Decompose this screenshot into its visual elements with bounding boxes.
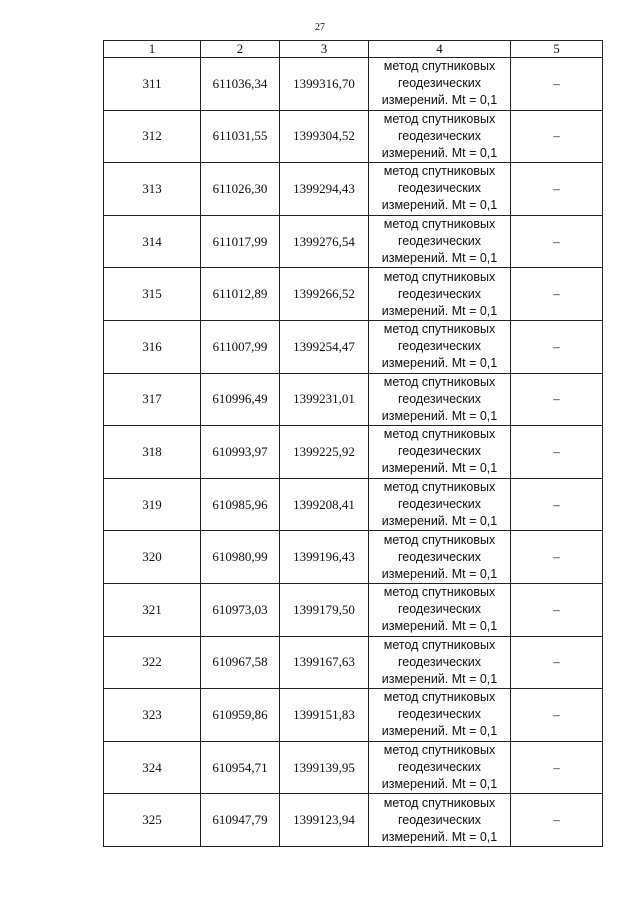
y-coordinate-cell: 1399196,43 bbox=[280, 531, 369, 584]
header-col-1: 1 bbox=[104, 41, 201, 58]
method-line: метод спутниковых bbox=[383, 322, 496, 337]
x-coordinate-cell: 610947,79 bbox=[201, 794, 280, 847]
point-number-cell: 316 bbox=[104, 320, 201, 373]
point-number-cell: 320 bbox=[104, 531, 201, 584]
method-line: геодезических bbox=[397, 128, 481, 143]
method-line: метод спутниковых bbox=[383, 59, 496, 74]
method-line: измерений. Mt = 0,1 bbox=[381, 408, 498, 423]
method-line: измерений. Mt = 0,1 bbox=[381, 829, 498, 844]
x-coordinate-cell: 610959,86 bbox=[201, 689, 280, 742]
note-cell: – bbox=[511, 215, 603, 268]
method-cell bbox=[369, 741, 511, 794]
note-cell: – bbox=[511, 741, 603, 794]
table-row bbox=[104, 215, 603, 268]
method-line: метод спутниковых bbox=[383, 480, 496, 495]
method-line: метод спутниковых bbox=[383, 164, 496, 179]
method-line: измерений. Mt = 0,1 bbox=[381, 145, 498, 160]
point-number-cell: 312 bbox=[104, 110, 201, 163]
method-line: измерений. Mt = 0,1 bbox=[381, 671, 498, 686]
header-col-2: 2 bbox=[201, 41, 280, 58]
method-line: геодезических bbox=[397, 286, 481, 301]
table-body bbox=[104, 58, 603, 847]
method-line: геодезических bbox=[397, 76, 481, 91]
y-coordinate-cell: 1399294,43 bbox=[280, 163, 369, 216]
method-line: метод спутниковых bbox=[383, 795, 496, 810]
method-line: геодезических bbox=[397, 602, 481, 617]
x-coordinate-cell: 610954,71 bbox=[201, 741, 280, 794]
method-line: геодезических bbox=[397, 760, 481, 775]
note-cell: – bbox=[511, 531, 603, 584]
method-cell bbox=[369, 163, 511, 216]
header-col-3: 3 bbox=[280, 41, 369, 58]
method-line: метод спутниковых bbox=[383, 637, 496, 652]
method-line: метод спутниковых bbox=[383, 111, 496, 126]
method-line: геодезических bbox=[397, 707, 481, 722]
header-col-5: 5 bbox=[511, 41, 603, 58]
x-coordinate-cell: 611007,99 bbox=[201, 320, 280, 373]
method-line: геодезических bbox=[397, 181, 481, 196]
method-cell bbox=[369, 215, 511, 268]
x-coordinate-cell: 610973,03 bbox=[201, 583, 280, 636]
point-number-cell: 319 bbox=[104, 478, 201, 531]
method-line: геодезических bbox=[397, 812, 481, 827]
note-cell: – bbox=[511, 583, 603, 636]
note-cell: – bbox=[511, 268, 603, 321]
method-line: метод спутниковых bbox=[383, 374, 496, 389]
x-coordinate-cell: 610980,99 bbox=[201, 531, 280, 584]
method-cell bbox=[369, 583, 511, 636]
method-cell bbox=[369, 58, 511, 111]
method-line: геодезических bbox=[397, 549, 481, 564]
note-cell: – bbox=[511, 110, 603, 163]
method-line: измерений. Mt = 0,1 bbox=[381, 198, 498, 213]
x-coordinate-cell: 610996,49 bbox=[201, 373, 280, 426]
point-number-cell: 323 bbox=[104, 689, 201, 742]
table-row bbox=[104, 110, 603, 163]
method-cell bbox=[369, 268, 511, 321]
point-number-cell: 325 bbox=[104, 794, 201, 847]
x-coordinate-cell: 611036,34 bbox=[201, 58, 280, 111]
table-row bbox=[104, 583, 603, 636]
y-coordinate-cell: 1399179,50 bbox=[280, 583, 369, 636]
point-number-cell: 324 bbox=[104, 741, 201, 794]
table-row bbox=[104, 478, 603, 531]
table-row bbox=[104, 58, 603, 111]
point-number-cell: 313 bbox=[104, 163, 201, 216]
method-cell bbox=[369, 320, 511, 373]
table-row bbox=[104, 268, 603, 321]
point-number-cell: 315 bbox=[104, 268, 201, 321]
note-cell: – bbox=[511, 794, 603, 847]
header-row bbox=[104, 41, 603, 58]
y-coordinate-cell: 1399167,63 bbox=[280, 636, 369, 689]
method-cell bbox=[369, 689, 511, 742]
table-row bbox=[104, 426, 603, 479]
method-cell bbox=[369, 794, 511, 847]
note-cell: – bbox=[511, 58, 603, 111]
method-line: измерений. Mt = 0,1 bbox=[381, 514, 498, 529]
table-row bbox=[104, 163, 603, 216]
method-line: геодезических bbox=[397, 444, 481, 459]
table-row bbox=[104, 636, 603, 689]
y-coordinate-cell: 1399276,54 bbox=[280, 215, 369, 268]
y-coordinate-cell: 1399225,92 bbox=[280, 426, 369, 479]
method-line: метод спутниковых bbox=[383, 585, 496, 600]
note-cell: – bbox=[511, 163, 603, 216]
method-line: измерений. Mt = 0,1 bbox=[381, 93, 498, 108]
x-coordinate-cell: 610967,58 bbox=[201, 636, 280, 689]
note-cell: – bbox=[511, 689, 603, 742]
x-coordinate-cell: 611026,30 bbox=[201, 163, 280, 216]
x-coordinate-cell: 610985,96 bbox=[201, 478, 280, 531]
y-coordinate-cell: 1399266,52 bbox=[280, 268, 369, 321]
x-coordinate-cell: 611031,55 bbox=[201, 110, 280, 163]
note-cell: – bbox=[511, 373, 603, 426]
x-coordinate-cell: 611012,89 bbox=[201, 268, 280, 321]
y-coordinate-cell: 1399254,47 bbox=[280, 320, 369, 373]
method-line: измерений. Mt = 0,1 bbox=[381, 461, 498, 476]
coordinates-table bbox=[103, 40, 603, 847]
method-line: геодезических bbox=[397, 497, 481, 512]
method-line: метод спутниковых bbox=[383, 690, 496, 705]
table-row bbox=[104, 320, 603, 373]
y-coordinate-cell: 1399151,83 bbox=[280, 689, 369, 742]
point-number-cell: 311 bbox=[104, 58, 201, 111]
table-row bbox=[104, 794, 603, 847]
x-coordinate-cell: 610993,97 bbox=[201, 426, 280, 479]
method-line: геодезических bbox=[397, 654, 481, 669]
method-line: измерений. Mt = 0,1 bbox=[381, 251, 498, 266]
note-cell: – bbox=[511, 320, 603, 373]
y-coordinate-cell: 1399304,52 bbox=[280, 110, 369, 163]
method-line: метод спутниковых bbox=[383, 532, 496, 547]
method-line: измерений. Mt = 0,1 bbox=[381, 303, 498, 318]
method-cell bbox=[369, 531, 511, 584]
table-row bbox=[104, 689, 603, 742]
y-coordinate-cell: 1399231,01 bbox=[280, 373, 369, 426]
method-line: метод спутниковых bbox=[383, 427, 496, 442]
point-number-cell: 318 bbox=[104, 426, 201, 479]
method-line: метод спутниковых bbox=[383, 269, 496, 284]
y-coordinate-cell: 1399316,70 bbox=[280, 58, 369, 111]
method-line: измерений. Mt = 0,1 bbox=[381, 566, 498, 581]
method-cell bbox=[369, 478, 511, 531]
point-number-cell: 317 bbox=[104, 373, 201, 426]
header-col-4: 4 bbox=[369, 41, 511, 58]
method-line: измерений. Mt = 0,1 bbox=[381, 619, 498, 634]
table-row bbox=[104, 373, 603, 426]
x-coordinate-cell: 611017,99 bbox=[201, 215, 280, 268]
y-coordinate-cell: 1399139,95 bbox=[280, 741, 369, 794]
method-line: измерений. Mt = 0,1 bbox=[381, 724, 498, 739]
method-line: геодезических bbox=[397, 234, 481, 249]
method-line: измерений. Mt = 0,1 bbox=[381, 777, 498, 792]
method-line: метод спутниковых bbox=[383, 217, 496, 232]
y-coordinate-cell: 1399123,94 bbox=[280, 794, 369, 847]
method-line: измерений. Mt = 0,1 bbox=[381, 356, 498, 371]
point-number-cell: 321 bbox=[104, 583, 201, 636]
method-line: геодезических bbox=[397, 339, 481, 354]
table-row bbox=[104, 531, 603, 584]
method-line: геодезических bbox=[397, 391, 481, 406]
method-line: метод спутниковых bbox=[383, 743, 496, 758]
y-coordinate-cell: 1399208,41 bbox=[280, 478, 369, 531]
table-row bbox=[104, 741, 603, 794]
method-cell bbox=[369, 636, 511, 689]
note-cell: – bbox=[511, 478, 603, 531]
point-number-cell: 322 bbox=[104, 636, 201, 689]
note-cell: – bbox=[511, 636, 603, 689]
method-cell bbox=[369, 426, 511, 479]
point-number-cell: 314 bbox=[104, 215, 201, 268]
note-cell: – bbox=[511, 426, 603, 479]
method-cell bbox=[369, 110, 511, 163]
method-cell bbox=[369, 373, 511, 426]
page-number: 27 bbox=[315, 22, 325, 33]
